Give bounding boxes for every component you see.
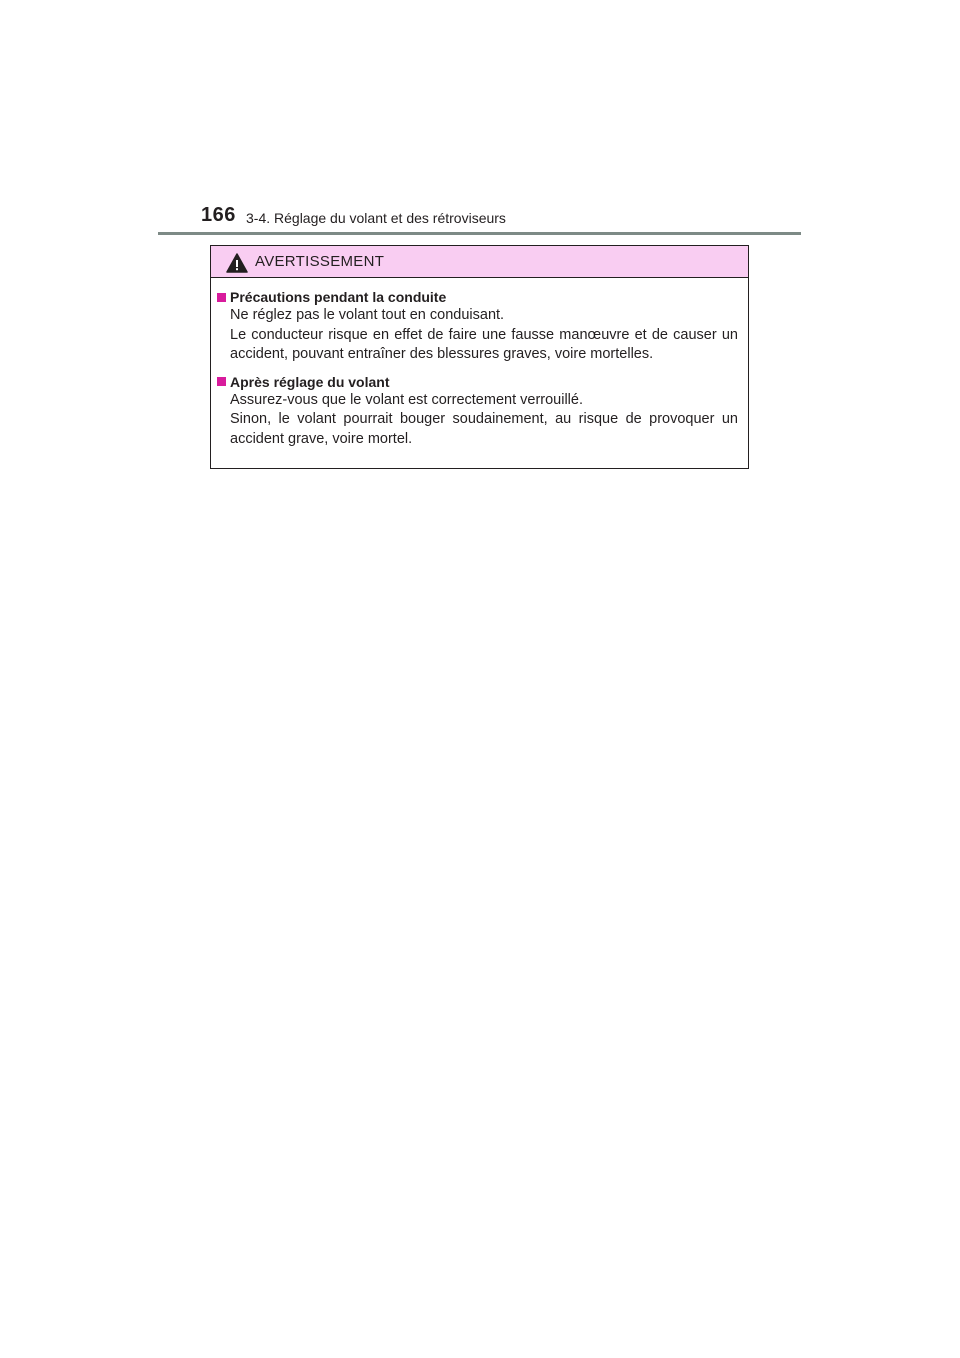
warning-section-heading xyxy=(217,373,738,391)
warning-paragraph: Sinon, le volant pourrait bouger soudainement, au risque de provoquer un accident grave, voire mortel. xyxy=(230,411,738,447)
warning-section xyxy=(217,373,738,450)
warning-title: AVERTISSEMENT xyxy=(255,253,385,270)
warning-box xyxy=(210,245,749,469)
warning-body xyxy=(211,278,748,449)
page-number: 166 xyxy=(201,204,236,226)
square-bullet-icon xyxy=(217,293,226,302)
section-title: 3-4. Réglage du volant et des rétroviseurs xyxy=(246,210,506,226)
warning-section-heading-text: Après réglage du volant xyxy=(230,373,390,390)
warning-section-heading xyxy=(217,288,738,306)
warning-paragraph: Assurez-vous que le volant est correctement verrouillé. xyxy=(230,391,583,408)
warning-section-heading-text: Précautions pendant la conduite xyxy=(230,289,447,305)
header-rule xyxy=(158,232,801,235)
warning-paragraph: Ne réglez pas le volant tout en conduisant. xyxy=(230,307,505,323)
square-bullet-icon xyxy=(217,377,226,386)
warning-section xyxy=(217,288,738,365)
warning-triangle-icon xyxy=(226,253,248,273)
page-header xyxy=(158,200,801,236)
warning-paragraph: Le conducteur risque en effet de faire une fausse manœuvre et de causer un accident, pouvant entraîner des blessures graves, voire mortelles. xyxy=(230,326,738,362)
warning-header xyxy=(211,246,748,278)
